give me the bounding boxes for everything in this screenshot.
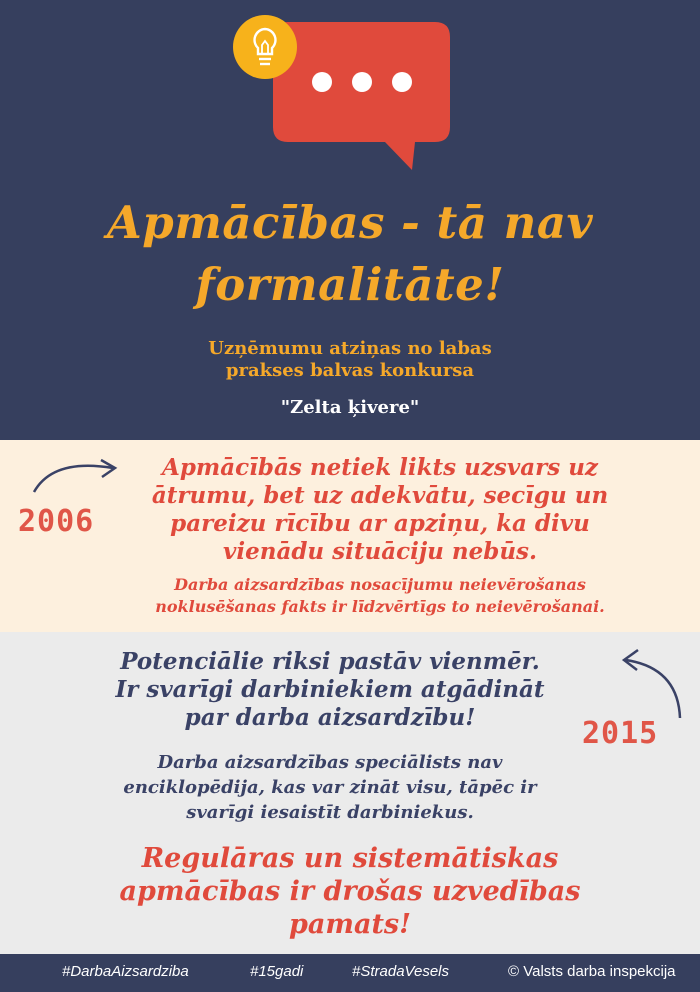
header-section — [0, 0, 700, 440]
page-title-line-2: formalitāte! — [195, 258, 505, 311]
note-line: Darba aizsardzības nosacījumu neievērošanas — [174, 575, 586, 594]
quote-line: Ir svarīgi darbiniekiem atgādināt — [115, 676, 545, 703]
curved-arrow-icon — [28, 450, 128, 500]
note-line: enciklopēdija, kas var zināt visu, tāpēc ir — [123, 777, 537, 798]
quote-2015 — [40, 648, 620, 732]
section-2015 — [0, 632, 700, 954]
year-2015: 2015 — [582, 716, 659, 751]
hashtag-link[interactable]: #StradaVesels — [352, 963, 450, 980]
year-2006: 2006 — [18, 504, 95, 539]
conclusion-line: pamats! — [289, 909, 411, 940]
note-line: noklusēšanas fakts ir līdzvērtīgs to neievērošanai. — [155, 597, 605, 616]
conclusion-2015 — [20, 842, 680, 941]
lightbulb-icon — [233, 15, 297, 79]
copyright-credit: © Valsts darba inspekcija — [508, 963, 676, 980]
hashtag-link[interactable]: #15gadi — [250, 963, 304, 980]
conclusion-line: apmācības ir drošas uzvedības — [119, 876, 581, 907]
speech-bubble-icon — [230, 12, 460, 177]
hashtag-link[interactable]: #DarbaAizsardziba — [62, 963, 189, 980]
note-line: svarīgi iesaistīt darbiniekus. — [186, 802, 474, 823]
quote-line: ātrumu, bet uz adekvātu, secīgu un — [151, 482, 609, 509]
contest-name: "Zelta ķivere" — [280, 397, 420, 418]
subtitle-line-2: prakses balvas konkursa — [225, 360, 475, 381]
note-2015 — [20, 750, 640, 825]
note-line: Darba aizsardzības speciālists nav — [157, 752, 503, 773]
curved-arrow-icon — [612, 638, 692, 722]
quote-line: vienādu situāciju nebūs. — [222, 538, 537, 565]
subtitle — [0, 338, 700, 382]
quote-line: Potenciālie riksi pastāv vienmēr. — [120, 648, 540, 675]
section-2006 — [0, 440, 700, 632]
quote-line: par darba aizsardzību! — [184, 704, 476, 731]
conclusion-line: Regulāras un sistemātiskas — [141, 843, 559, 874]
quote-line: Apmācībās netiek likts uzsvars uz — [162, 454, 598, 481]
page-title-line-1: Apmācības - tā nav — [106, 196, 594, 249]
footer — [0, 954, 700, 992]
subtitle-line-1: Uzņēmumu atziņas no labas — [208, 338, 492, 359]
quote-2006 — [120, 454, 640, 566]
quote-line: pareizu rīcību ar apziņu, ka divu — [170, 510, 590, 537]
note-2006 — [70, 574, 690, 618]
